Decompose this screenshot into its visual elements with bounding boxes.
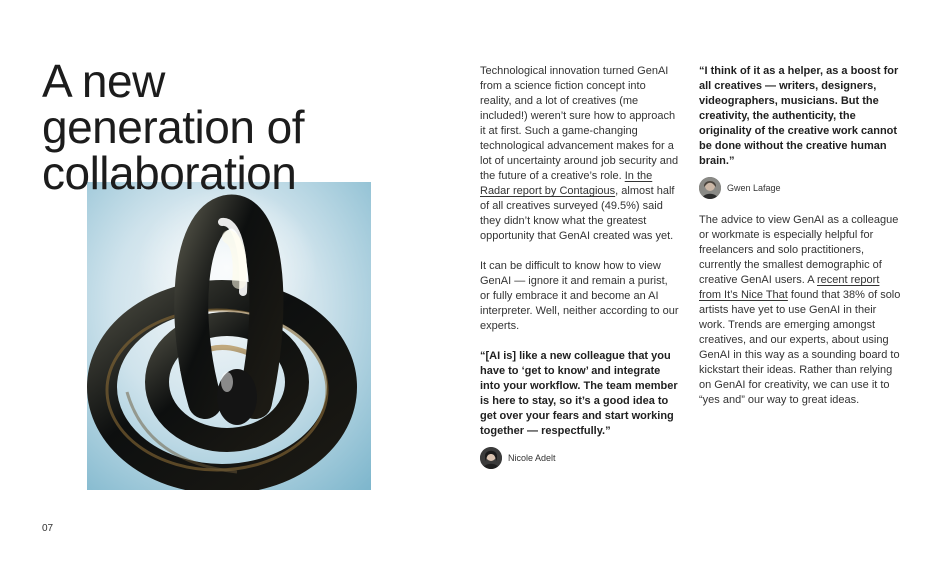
headline: [42, 55, 422, 199]
article-column-1: [480, 64, 680, 469]
radar-report-link[interactable]: In the Radar report by Contagious: [480, 170, 653, 197]
paragraph-1-text-end: , almost half of all creatives surveyed (49.5%) said they didn’t know what the greatest opportunity that GenAI created was yet.: [480, 185, 675, 242]
author-name: Gwen Lafage: [727, 182, 781, 193]
pull-quote-gwen: “I think of it as a helper, as a boost for all creatives — writers, designers, videographers, musicians. But the creativity, the authenticity, the originality of the creative work cannot be done without the creative human brain.”: [699, 65, 899, 167]
hero-knot-image: [87, 182, 371, 490]
paragraph-3-text: The advice to view GenAI as a colleague or workmate is especially helpful for freelancers and solo practitioners, currently the smallest demographic of creative GenAI users. A: [699, 214, 899, 286]
headline-line-3: collaboration: [42, 147, 297, 199]
paragraph-1-text: Technological innovation turned GenAI from a science fiction concept into reality, and a lot of creatives (me included!) weren’t sure how to approach it at first. Such a game-changing technological advancement makes for a lot of uncertainty around job security and the future of a creative’s role.: [480, 65, 679, 182]
headline-line-2: generation of: [42, 101, 305, 153]
its-nice-that-report-link[interactable]: recent report from It’s Nice That: [699, 274, 880, 301]
paragraph-3: [699, 213, 904, 408]
paragraph-1: [480, 64, 680, 244]
paragraph-2: It can be difficult to know how to view GenAI — ignore it and remain a purist, or fully embrace it and become an AI interpreter. Well, neither according to our experts.: [480, 260, 679, 332]
author-name: Nicole Adelt: [508, 452, 556, 463]
pull-quote-nicole: “[AI is] like a new colleague that you have to ‘get to know’ and integrate into your workflow. The team member is here to stay, so it’s a good idea to get over your fears and start working together — respectfully.”: [480, 350, 678, 437]
headline-line-1: A new: [42, 55, 165, 107]
avatar: [480, 447, 502, 469]
avatar: [699, 177, 721, 199]
author-gwen: [699, 177, 904, 199]
page-number: 07: [42, 523, 54, 534]
paragraph-3-text-end: found that 38% of solo artists have yet to use GenAI in their work. Trends are emerging amongst creatives, and our experts, about using GenAI in this way as a sounding board to kickstart their ideas. Rather than relying on GenAI for creativity, we can use it to “yes and” our way to great ideas.: [699, 289, 901, 406]
article-column-2: [699, 64, 904, 408]
author-nicole: [480, 447, 680, 469]
